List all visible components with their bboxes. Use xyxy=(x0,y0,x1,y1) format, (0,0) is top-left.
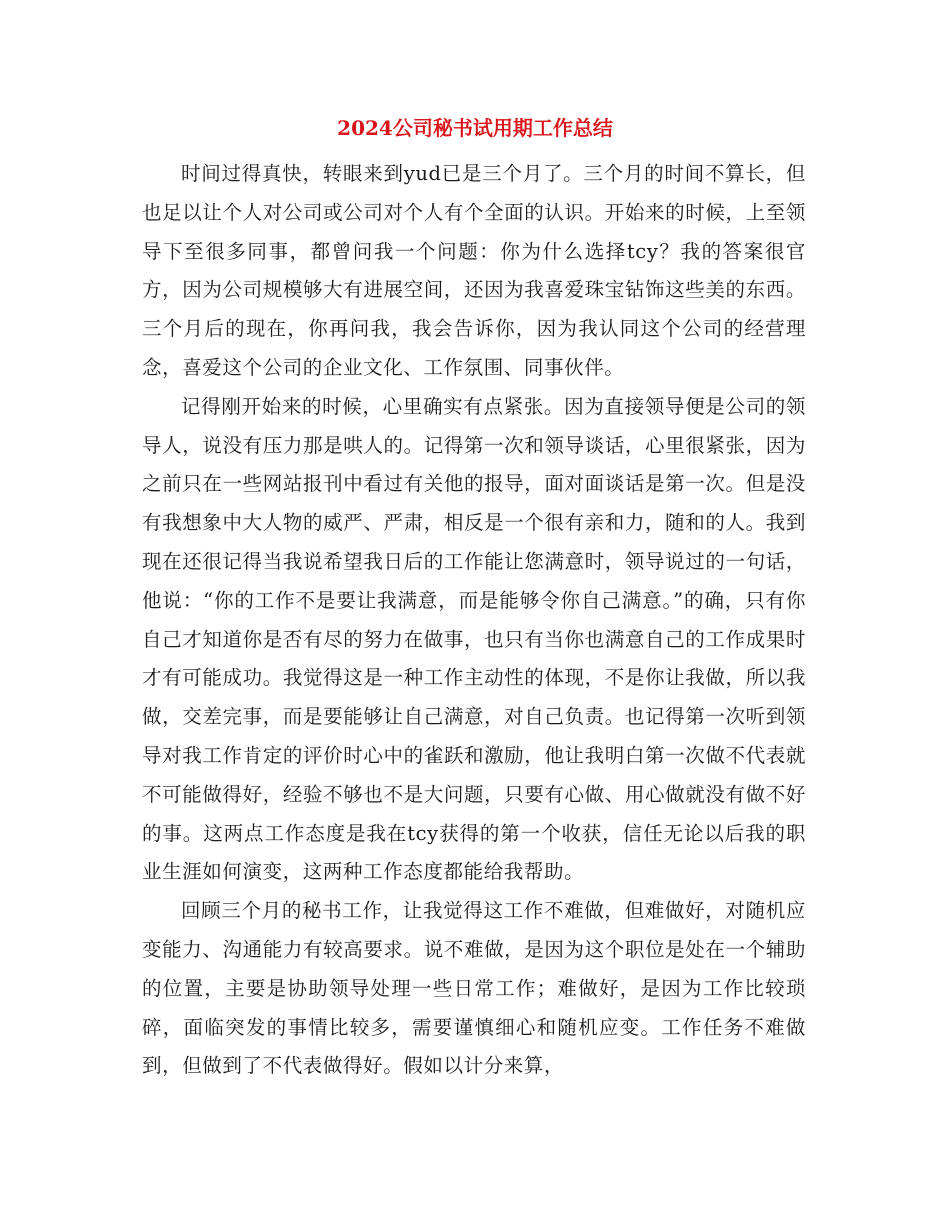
document-title: 2024公司秘书试用期工作总结 xyxy=(337,116,613,140)
document-body xyxy=(142,155,806,1086)
paragraph-1: 时间过得真快，转眼来到yud已是三个月了。三个月的时间不算长，但也足以让个人对公司或公司对个人有个全面的认识。开始来的时候，上至领导下至很多同事，都曾问我一个问题：你为什么选择tcy？我的答案很官方，因为公司规模够大有进展空间，还因为我喜爱珠宝钻饰这些美的东西。三个月后的现在，你再问我，我会告诉你，因为我认同这个公司的经营理念，喜爱这个公司的企业文化、工作氛围、同事伙伴。 xyxy=(142,162,806,379)
paragraph-3: 回顾三个月的秘书工作，让我觉得这工作不难做，但难做好，对随机应变能力、沟通能力有较高要求。说不难做，是因为这个职位是处在一个辅助的位置，主要是协助领导处理一些日常工作；难做好，是因为工作比较琐碎，面临突发的事情比较多，需要谨慎细心和随机应变。工作任务不难做到，但做到了不代表做得好。假如以计分来算， xyxy=(142,899,806,1078)
paragraph-2: 记得刚开始来的时候，心里确实有点紧张。因为直接领导便是公司的领导人，说没有压力那是哄人的。记得第一次和领导谈话，心里很紧张，因为之前只在一些网站报刊中看过有关他的报导，面对面谈话是第一次。但是没有我想象中大人物的威严、严肃，相反是一个很有亲和力，随和的人。我到现在还很记得当我说希望我日后的工作能让您满意时，领导说过的一句话，他说：“你的工作不是要让我满意，而是能够令你自己满意。”的确，只有你自己才知道你是否有尽的努力在做事，也只有当你也满意自己的工作成果时才有可能成功。我觉得这是一种工作主动性的体现，不是你让我做，所以我做，交差完事，而是要能够让自己满意，对自己负责。也记得第一次听到领导对我工作肯定的评价时心中的雀跃和激励，他让我明白第一次做不代表就不可能做得好，经验不够也不是大问题，只要有心做、用心做就没有做不好的事。这两点工作态度是我在tcy获得的第一个收获，信任无论以后我的职业生涯如何演变，这两种工作态度都能给我帮助。 xyxy=(142,394,806,884)
